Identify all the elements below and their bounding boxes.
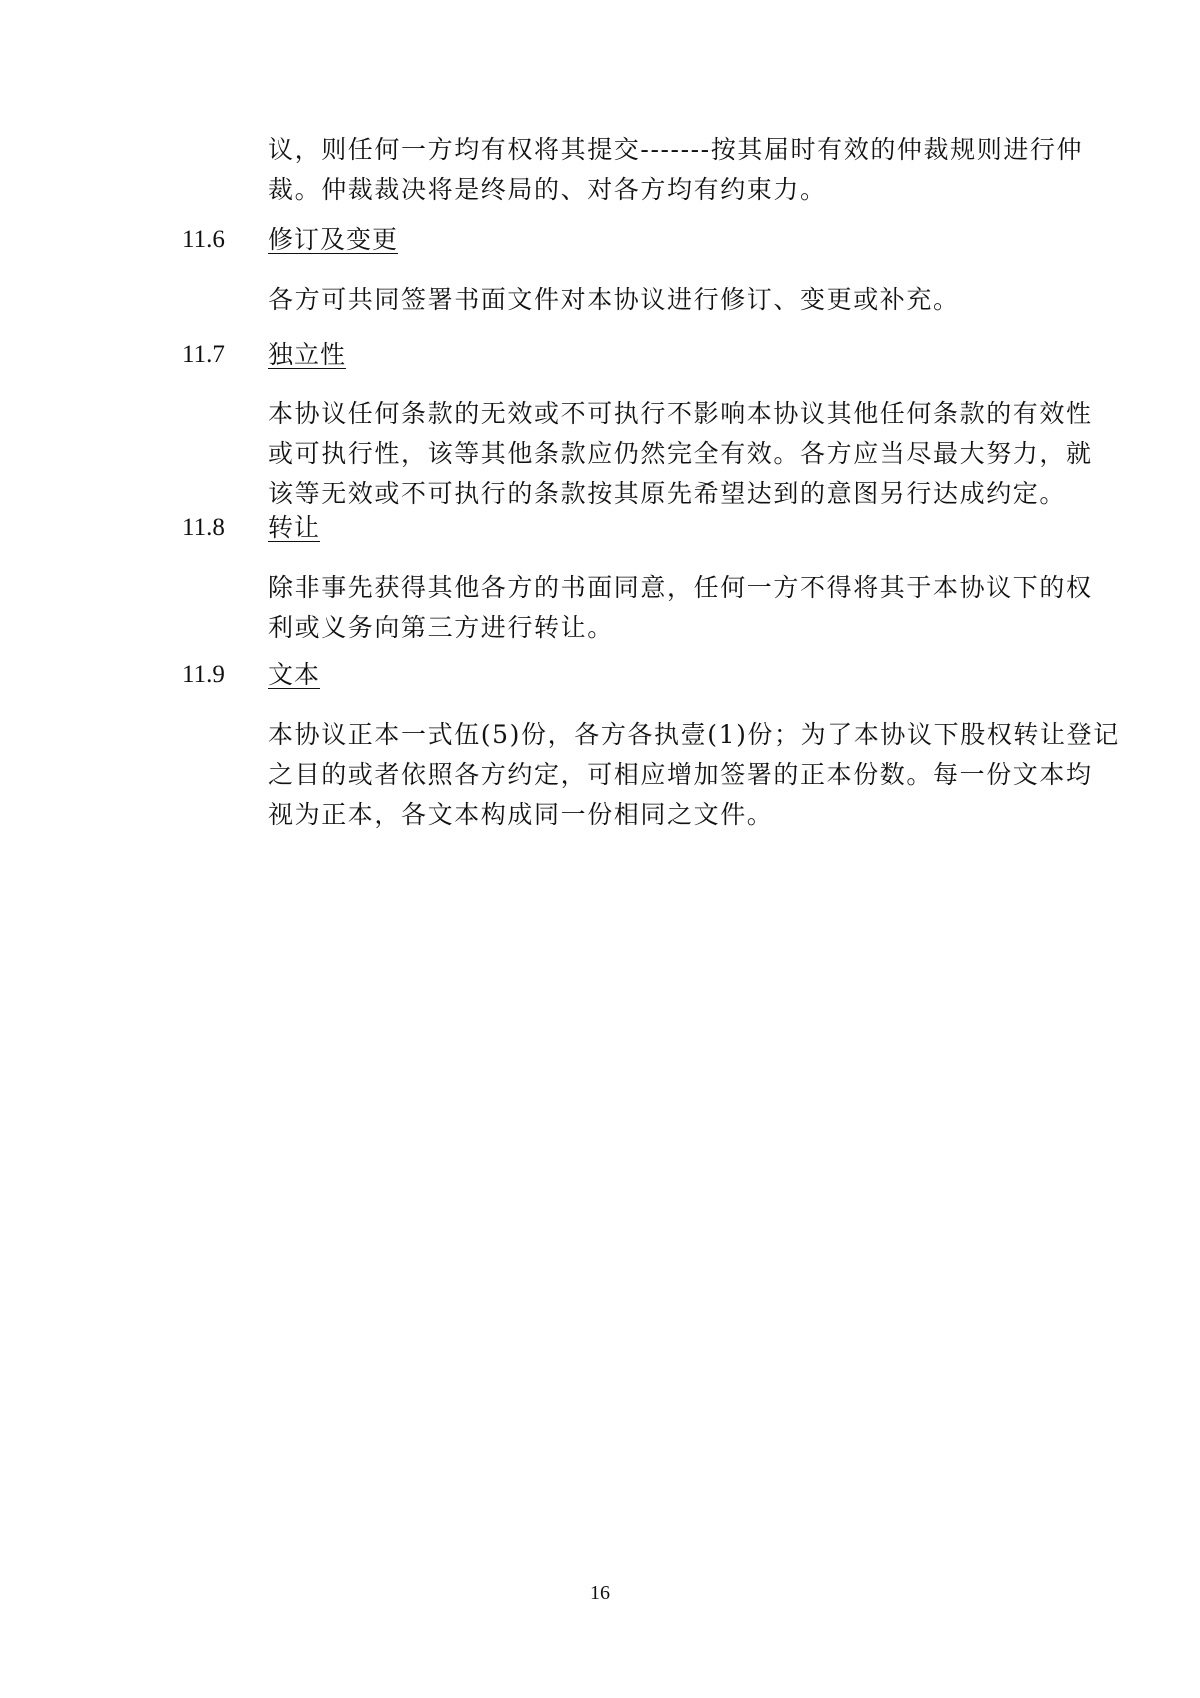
intro-paragraph: [268, 130, 1084, 210]
section-body-11-7: [268, 394, 1093, 514]
body-line: 各方可共同签署书面文件对本协议进行修订、变更或补充。: [268, 285, 960, 314]
body-line: 或可执行性，该等其他条款应仍然完全有效。各方应当尽最大努力，就: [268, 439, 1093, 468]
section-number: 11.9: [182, 661, 225, 688]
body-line: 视为正本，各文本构成同一份相同之文件。: [268, 800, 774, 829]
body-line: 本协议正本一式伍(5)份，各方各执壹(1)份；为了本协议下股权转让登记: [268, 720, 1120, 749]
section-number: 11.6: [182, 226, 225, 253]
body-line: 之目的或者依照各方约定，可相应增加签署的正本份数。每一份文本均: [268, 760, 1093, 789]
body-line: 本协议任何条款的无效或不可执行不影响本协议其他任何条款的有效性: [268, 399, 1093, 428]
section-body-11-8: [268, 568, 1093, 648]
section-title: 修订及变更: [268, 225, 399, 254]
section-title: 转让: [268, 513, 321, 542]
section-body-11-9: [268, 715, 1120, 835]
section-number: 11.7: [182, 341, 225, 368]
section-body-11-6: [268, 280, 1020, 320]
body-line: 利或义务向第三方进行转让。: [268, 613, 614, 642]
page-number: 16: [590, 1582, 610, 1604]
body-line: 除非事先获得其他各方的书面同意，任何一方不得将其于本协议下的权: [268, 573, 1093, 602]
intro-line: 议，则任何一方均有权将其提交-------按其届时有效的仲裁规则进行仲: [268, 135, 1084, 164]
intro-line: 裁。仲裁裁决将是终局的、对各方均有约束力。: [268, 175, 827, 204]
section-number: 11.8: [182, 514, 225, 541]
section-title: 文本: [268, 660, 321, 689]
body-line: 该等无效或不可执行的条款按其原先希望达到的意图另行达成约定。: [268, 479, 1067, 508]
section-title: 独立性: [268, 340, 347, 369]
